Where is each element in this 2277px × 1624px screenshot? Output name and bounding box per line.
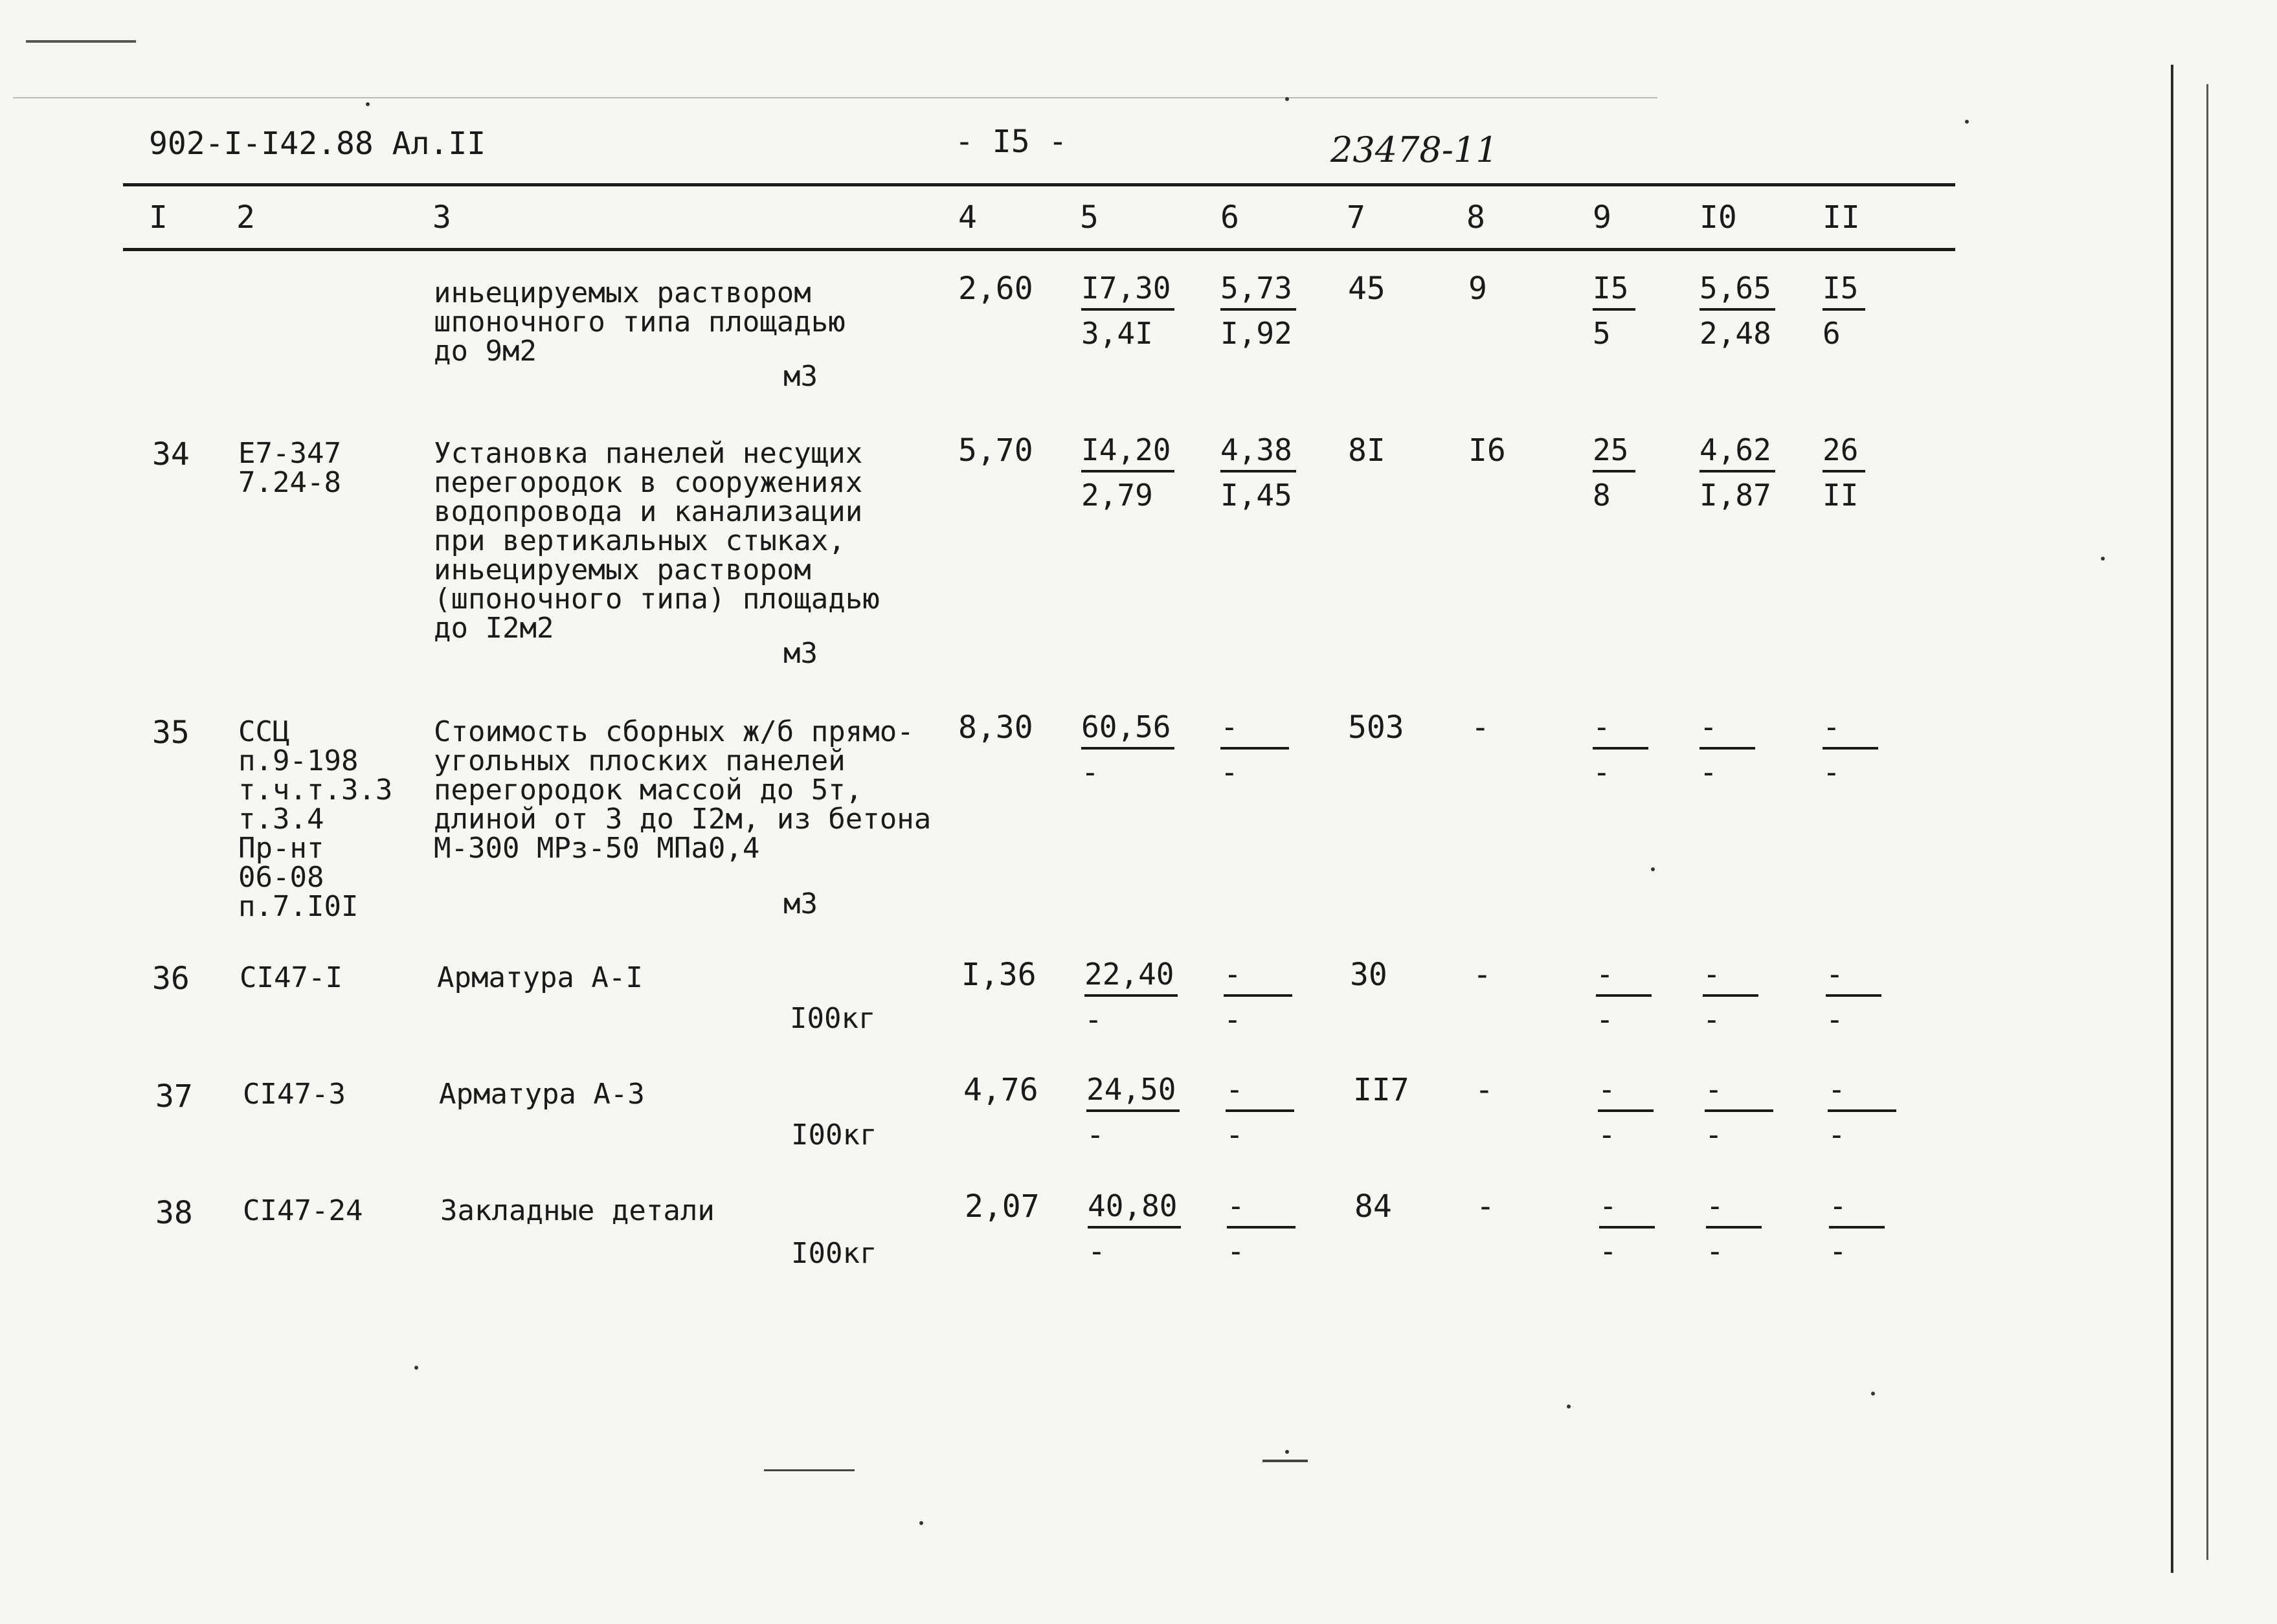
row-4-col7: II7 bbox=[1353, 1072, 1409, 1108]
row-2-col10-bottom: - bbox=[1699, 755, 1718, 790]
row-5-col4: 2,07 bbox=[965, 1188, 1040, 1225]
row-0-col5 bbox=[1081, 271, 1174, 351]
row-4-description: Арматура А-3 bbox=[439, 1078, 645, 1111]
row-1-description: Установка панелей несущих перегородок в сооружениях водопровода и канализации при вертикальных стыках, иньецируемых раствором (шпоночного типа) площадью до I2м2 bbox=[434, 437, 880, 645]
column-header-8: 8 bbox=[1466, 199, 1485, 236]
row-0-col4: 2,60 bbox=[958, 271, 1033, 307]
row-4-col10-bottom: - bbox=[1705, 1117, 1723, 1152]
scan-speck bbox=[414, 1366, 418, 1370]
row-3-col9-top: - bbox=[1596, 959, 1652, 997]
row-5-col10-top: - bbox=[1706, 1191, 1762, 1229]
row-4-col11-top: - bbox=[1828, 1074, 1896, 1112]
column-header-10: I0 bbox=[1699, 199, 1737, 236]
row-2-col9 bbox=[1593, 709, 1648, 790]
row-2-col5 bbox=[1081, 709, 1174, 790]
row-4-col6 bbox=[1226, 1074, 1294, 1150]
row-1-col5-top: I4,20 bbox=[1081, 435, 1174, 473]
row-3-number: 36 bbox=[152, 961, 190, 997]
scan-mark-bottom bbox=[764, 1469, 855, 1471]
row-3-col11 bbox=[1826, 957, 1881, 1037]
row-1-col9-top: 25 bbox=[1593, 435, 1635, 473]
row-1-col5-bottom: 2,79 bbox=[1081, 478, 1153, 513]
row-3-col10-top: - bbox=[1703, 959, 1758, 997]
row-1-col9 bbox=[1593, 432, 1635, 513]
column-header-11: II bbox=[1823, 199, 1860, 236]
row-3-col4: I,36 bbox=[961, 957, 1037, 993]
row-2-col5-top: 60,56 bbox=[1081, 712, 1174, 750]
column-header-3: 3 bbox=[432, 199, 451, 236]
row-2-col9-bottom: - bbox=[1593, 755, 1611, 790]
row-5-col6-top: - bbox=[1227, 1191, 1296, 1229]
table-top-rule bbox=[123, 183, 1955, 186]
page-number: - I5 - bbox=[955, 124, 1068, 160]
row-2-unit: м3 bbox=[783, 887, 818, 920]
row-4-col11 bbox=[1828, 1074, 1896, 1150]
row-1-col11-top: 26 bbox=[1823, 435, 1865, 473]
row-1-col6 bbox=[1220, 432, 1296, 513]
row-2-col9-top: - bbox=[1593, 712, 1648, 750]
row-0-col11-top: I5 bbox=[1823, 273, 1865, 311]
row-5-col10-bottom: - bbox=[1706, 1234, 1724, 1269]
column-header-6: 6 bbox=[1220, 199, 1239, 236]
row-1-col6-bottom: I,45 bbox=[1220, 478, 1292, 513]
row-1-col9-bottom: 8 bbox=[1593, 478, 1611, 513]
row-3-col11-top: - bbox=[1826, 959, 1881, 997]
scan-speck bbox=[1871, 1392, 1875, 1396]
scan-edge-line-faint bbox=[13, 97, 1657, 98]
row-3-col9 bbox=[1596, 957, 1652, 1037]
row-1-col10-bottom: I,87 bbox=[1699, 478, 1771, 513]
row-4-col9-bottom: - bbox=[1598, 1117, 1616, 1152]
row-2-col10 bbox=[1699, 709, 1755, 790]
row-1-col10-top: 4,62 bbox=[1699, 435, 1775, 473]
row-0-col7: 45 bbox=[1348, 271, 1385, 307]
table-header-bottom-rule bbox=[123, 248, 1955, 251]
row-3-col8: - bbox=[1473, 957, 1492, 993]
column-header-5: 5 bbox=[1080, 199, 1099, 236]
row-2-col7: 503 bbox=[1348, 709, 1404, 746]
row-0-col10-top: 5,65 bbox=[1699, 273, 1775, 311]
column-header-4: 4 bbox=[958, 199, 977, 236]
scan-speck bbox=[1651, 867, 1655, 871]
row-1-col11 bbox=[1823, 432, 1865, 513]
row-3-col6-top: - bbox=[1224, 959, 1292, 997]
row-0-col10 bbox=[1699, 271, 1775, 351]
row-0-col6-top: 5,73 bbox=[1220, 273, 1296, 311]
row-4-col6-bottom: - bbox=[1226, 1117, 1244, 1152]
row-1-number: 34 bbox=[152, 436, 190, 473]
row-0-unit: м3 bbox=[783, 360, 818, 393]
row-0-col6 bbox=[1220, 271, 1296, 351]
row-0-col9-top: I5 bbox=[1593, 273, 1635, 311]
row-4-col4: 4,76 bbox=[963, 1072, 1038, 1108]
row-2-col6-top: - bbox=[1220, 712, 1289, 750]
row-5-col11 bbox=[1829, 1188, 1885, 1269]
row-2-col4: 8,30 bbox=[958, 709, 1033, 746]
row-2-col11-bottom: - bbox=[1823, 755, 1841, 790]
scan-edge-line-top bbox=[26, 40, 136, 43]
row-1-col11-bottom: II bbox=[1823, 478, 1859, 513]
row-3-col5-bottom: - bbox=[1084, 1002, 1103, 1037]
scan-speck bbox=[2101, 557, 2105, 561]
row-5-col11-top: - bbox=[1829, 1191, 1885, 1229]
row-4-col11-bottom: - bbox=[1828, 1117, 1846, 1152]
row-3-col11-bottom: - bbox=[1826, 1002, 1844, 1037]
row-2-col8: - bbox=[1471, 709, 1490, 746]
row-0-col5-top: I7,30 bbox=[1081, 273, 1174, 311]
row-3-col10-bottom: - bbox=[1703, 1002, 1721, 1037]
scan-speck bbox=[366, 102, 370, 106]
scan-speck bbox=[919, 1521, 923, 1525]
row-1-col10 bbox=[1699, 432, 1775, 513]
row-0-col9 bbox=[1593, 271, 1635, 351]
row-4-reference: СI47-3 bbox=[243, 1078, 346, 1111]
row-4-col10-top: - bbox=[1705, 1074, 1773, 1112]
column-header-1: I bbox=[149, 199, 168, 236]
row-2-reference: ССЦ п.9-198 т.ч.т.3.3 т.3.4 Пр-нт 06-08 п.7.I0I bbox=[238, 715, 393, 923]
row-0-col5-bottom: 3,4I bbox=[1081, 316, 1153, 351]
row-0-col6-bottom: I,92 bbox=[1220, 316, 1292, 351]
row-1-col4: 5,70 bbox=[958, 432, 1033, 469]
row-3-col9-bottom: - bbox=[1596, 1002, 1614, 1037]
row-5-col5-top: 40,80 bbox=[1088, 1191, 1181, 1229]
row-5-col9-top: - bbox=[1599, 1191, 1655, 1229]
column-header-7: 7 bbox=[1347, 199, 1365, 236]
row-5-col5 bbox=[1088, 1188, 1181, 1269]
row-3-col5-top: 22,40 bbox=[1084, 959, 1178, 997]
row-4-col5 bbox=[1086, 1074, 1180, 1150]
row-5-unit: I00кг bbox=[791, 1237, 877, 1270]
scan-speck bbox=[1965, 120, 1969, 124]
row-2-col11 bbox=[1823, 709, 1878, 790]
row-2-description: Стоимость сборных ж/б прямо- угольных плоских панелей перегородок массой до 5т, длиной от 3 до I2м, из бетона М-300 МРз-50 МПа0,4 bbox=[434, 715, 932, 865]
row-4-col5-bottom: - bbox=[1086, 1117, 1105, 1152]
right-margin-line-2 bbox=[2206, 84, 2208, 1560]
row-0-description: иньецируемых раствором шпоночного типа площадью до 9м2 bbox=[434, 276, 846, 368]
row-1-reference: Е7-347 7.24-8 bbox=[238, 437, 341, 499]
row-3-col7: 30 bbox=[1350, 957, 1387, 993]
right-margin-line-1 bbox=[2171, 65, 2173, 1573]
handwritten-number: 23478-11 bbox=[1330, 129, 1498, 170]
row-1-unit: м3 bbox=[783, 637, 818, 670]
row-3-col10 bbox=[1703, 957, 1758, 1037]
row-0-col11-bottom: 6 bbox=[1823, 316, 1841, 351]
column-header-2: 2 bbox=[236, 199, 255, 236]
row-4-col9-top: - bbox=[1598, 1074, 1654, 1112]
row-2-col10-top: - bbox=[1699, 712, 1755, 750]
row-5-reference: СI47-24 bbox=[243, 1194, 363, 1227]
row-3-unit: I00кг bbox=[790, 1002, 876, 1035]
row-4-col9 bbox=[1598, 1074, 1654, 1150]
scan-speck bbox=[1567, 1405, 1571, 1408]
row-4-col8: - bbox=[1475, 1072, 1494, 1108]
row-5-number: 38 bbox=[155, 1195, 193, 1231]
row-0-col11 bbox=[1823, 271, 1865, 351]
row-2-col6 bbox=[1220, 709, 1289, 790]
row-5-description: Закладные детали bbox=[440, 1194, 715, 1227]
row-3-col6 bbox=[1224, 957, 1292, 1037]
row-5-col10 bbox=[1706, 1188, 1762, 1269]
row-5-col8: - bbox=[1476, 1188, 1495, 1225]
row-5-col5-bottom: - bbox=[1088, 1234, 1106, 1269]
row-5-col7: 84 bbox=[1354, 1188, 1392, 1225]
row-5-col9 bbox=[1599, 1188, 1655, 1269]
row-2-col6-bottom: - bbox=[1220, 755, 1239, 790]
row-4-number: 37 bbox=[155, 1078, 193, 1115]
row-1-col8: I6 bbox=[1468, 432, 1506, 469]
row-5-col11-bottom: - bbox=[1829, 1234, 1847, 1269]
row-5-col6 bbox=[1227, 1188, 1296, 1269]
row-4-col6-top: - bbox=[1226, 1074, 1294, 1112]
row-1-col7: 8I bbox=[1348, 432, 1385, 469]
row-0-col9-bottom: 5 bbox=[1593, 316, 1611, 351]
row-2-number: 35 bbox=[152, 715, 190, 751]
row-4-unit: I00кг bbox=[791, 1118, 877, 1151]
scan-speck bbox=[1285, 1450, 1289, 1454]
scan-mark-bottom-2 bbox=[1262, 1460, 1308, 1462]
row-5-col9-bottom: - bbox=[1599, 1234, 1617, 1269]
column-header-9: 9 bbox=[1593, 199, 1611, 236]
row-2-col5-bottom: - bbox=[1081, 755, 1099, 790]
row-3-description: Арматура А-I bbox=[437, 961, 643, 994]
row-0-col8: 9 bbox=[1468, 271, 1487, 307]
row-1-col6-top: 4,38 bbox=[1220, 435, 1296, 473]
row-4-col5-top: 24,50 bbox=[1086, 1074, 1180, 1112]
row-3-col6-bottom: - bbox=[1224, 1002, 1242, 1037]
row-1-col5 bbox=[1081, 432, 1174, 513]
row-3-reference: СI47-I bbox=[240, 961, 342, 994]
row-3-col5 bbox=[1084, 957, 1178, 1037]
row-4-col10 bbox=[1705, 1074, 1773, 1150]
scan-speck bbox=[1285, 97, 1289, 101]
row-2-col11-top: - bbox=[1823, 712, 1878, 750]
row-5-col6-bottom: - bbox=[1227, 1234, 1245, 1269]
document-code: 902-I-I42.88 Ал.II bbox=[149, 126, 486, 162]
row-0-col10-bottom: 2,48 bbox=[1699, 316, 1771, 351]
